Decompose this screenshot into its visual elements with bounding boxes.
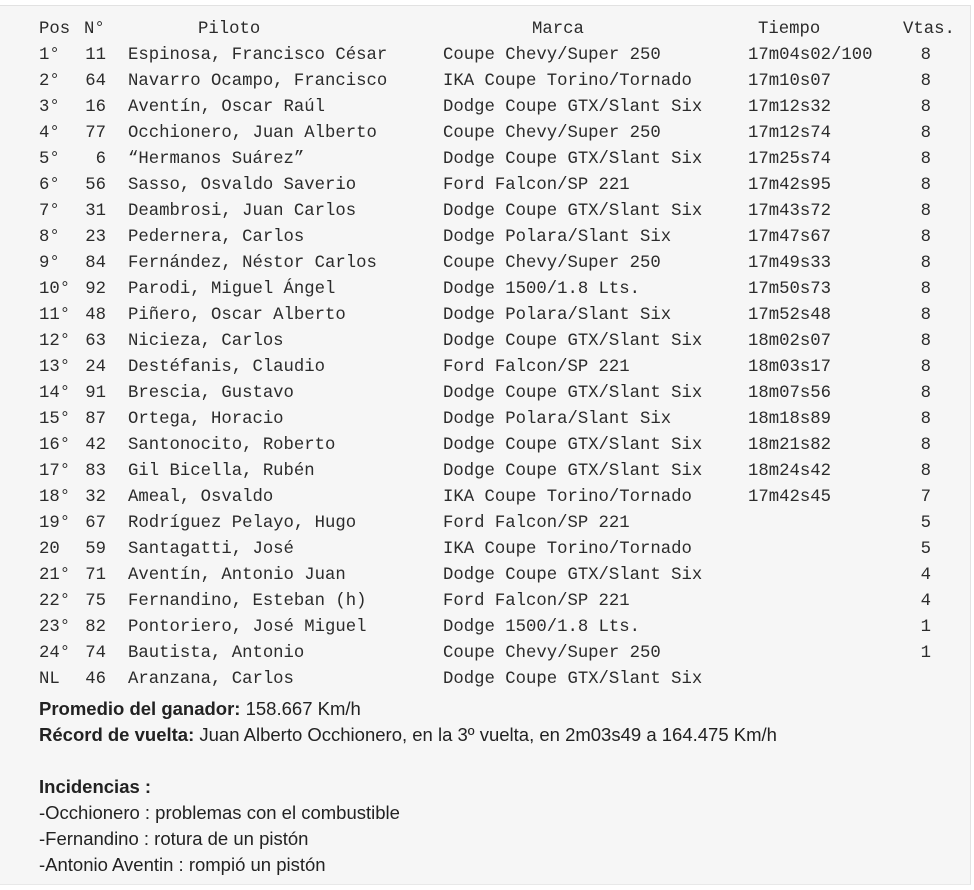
table-body	[0, 43, 931, 693]
cell-pilot: Bautista, Antonio	[128, 644, 305, 663]
cell-laps: 8	[920, 280, 931, 299]
cell-num: 42	[85, 436, 106, 455]
cell-pilot: Deambrosi, Juan Carlos	[128, 202, 357, 221]
lap-record-label: Récord de vuelta:	[39, 724, 195, 745]
cell-pilot: Rodríguez Pelayo, Hugo	[128, 514, 357, 533]
cell-laps: 8	[920, 202, 931, 221]
cell-marca: IKA Coupe Torino/Tornado	[443, 72, 692, 91]
cell-pilot: Piñero, Oscar Alberto	[128, 306, 346, 325]
cell-pilot: “Hermanos Suárez”	[128, 150, 305, 169]
cell-pos: 2°	[39, 72, 60, 91]
cell-num: 63	[85, 332, 106, 351]
cell-laps: 7	[920, 488, 931, 507]
cell-time: 18m02s07	[748, 332, 831, 351]
header-num: N°	[84, 20, 105, 39]
cell-pos: 16°	[39, 436, 71, 455]
cell-pos: 24°	[39, 644, 71, 663]
incidents-title	[39, 774, 777, 800]
table-row	[0, 43, 931, 69]
cell-laps: 8	[920, 176, 931, 195]
table-row	[0, 69, 931, 95]
table-row	[0, 381, 931, 407]
cell-time: 17m12s74	[748, 124, 831, 143]
cell-pos: 9°	[39, 254, 60, 273]
cell-marca: Ford Falcon/SP 221	[443, 358, 630, 377]
cell-laps: 4	[920, 566, 931, 585]
cell-num: 84	[85, 254, 106, 273]
cell-marca: IKA Coupe Torino/Tornado	[443, 488, 692, 507]
cell-num: 16	[85, 98, 106, 117]
incident-item: -Occhionero : problemas con el combustible	[39, 802, 400, 823]
cell-marca: Dodge Coupe GTX/Slant Six	[443, 150, 703, 169]
cell-marca: Coupe Chevy/Super 250	[443, 124, 661, 143]
table-row	[0, 615, 931, 641]
cell-laps: 8	[920, 254, 931, 273]
results-panel	[0, 5, 971, 885]
cell-marca: Dodge Coupe GTX/Slant Six	[443, 670, 703, 689]
cell-time: 17m25s74	[748, 150, 831, 169]
cell-pilot: Gil Bicella, Rubén	[128, 462, 315, 481]
cell-num: 32	[85, 488, 106, 507]
cell-laps: 8	[920, 228, 931, 247]
cell-time: 17m10s07	[748, 72, 831, 91]
table-row	[0, 355, 931, 381]
header-pos: Pos	[39, 20, 71, 39]
cell-pilot: Aventín, Antonio Juan	[128, 566, 346, 585]
cell-num: 91	[85, 384, 106, 403]
cell-num: 56	[85, 176, 106, 195]
table-row	[0, 641, 931, 667]
table-row	[0, 303, 931, 329]
cell-pilot: Fernández, Néstor Carlos	[128, 254, 377, 273]
cell-time: 17m43s72	[748, 202, 831, 221]
cell-laps: 8	[920, 124, 931, 143]
cell-num: 75	[85, 592, 106, 611]
cell-laps: 4	[920, 592, 931, 611]
cell-pos: 4°	[39, 124, 60, 143]
cell-pos: 12°	[39, 332, 71, 351]
cell-pilot: Santagatti, José	[128, 540, 294, 559]
cell-pilot: Sasso, Osvaldo Saverio	[128, 176, 357, 195]
incident-item: -Fernandino : rotura de un pistón	[39, 828, 309, 849]
table-row	[0, 589, 931, 615]
cell-pos: 22°	[39, 592, 71, 611]
table-row	[0, 485, 931, 511]
cell-time: 18m24s42	[748, 462, 831, 481]
cell-marca: Dodge Polara/Slant Six	[443, 410, 672, 429]
cell-marca: Dodge Coupe GTX/Slant Six	[443, 384, 703, 403]
cell-marca: Dodge Coupe GTX/Slant Six	[443, 436, 703, 455]
cell-laps: 8	[920, 332, 931, 351]
cell-marca: Dodge 1500/1.8 Lts.	[443, 280, 641, 299]
table-row	[0, 329, 931, 355]
cell-laps: 1	[920, 644, 931, 663]
cell-pilot: Ameal, Osvaldo	[128, 488, 274, 507]
cell-num: 67	[85, 514, 106, 533]
cell-marca: Dodge Coupe GTX/Slant Six	[443, 332, 703, 351]
cell-pilot: Espinosa, Francisco César	[128, 46, 388, 65]
winner-average-value: 158.667 Km/h	[240, 698, 361, 719]
cell-pos: 6°	[39, 176, 60, 195]
cell-pos: 1°	[39, 46, 60, 65]
cell-laps: 8	[920, 436, 931, 455]
cell-time: 18m03s17	[748, 358, 831, 377]
cell-pos: 5°	[39, 150, 60, 169]
table-row	[0, 199, 931, 225]
cell-pos: 23°	[39, 618, 71, 637]
winner-average	[39, 696, 777, 722]
cell-time: 18m21s82	[748, 436, 831, 455]
cell-time: 17m47s67	[748, 228, 831, 247]
cell-marca: Coupe Chevy/Super 250	[443, 46, 661, 65]
cell-pos: NL	[39, 670, 60, 689]
cell-pos: 14°	[39, 384, 71, 403]
cell-laps: 8	[920, 72, 931, 91]
header-marca: Marca	[532, 20, 584, 39]
table-header	[0, 17, 955, 43]
cell-laps: 8	[920, 150, 931, 169]
cell-marca: Ford Falcon/SP 221	[443, 176, 630, 195]
cell-pilot: Fernandino, Esteban (h)	[128, 592, 367, 611]
cell-num: 23	[85, 228, 106, 247]
cell-laps: 8	[920, 462, 931, 481]
cell-pilot: Ortega, Horacio	[128, 410, 284, 429]
cell-laps: 8	[920, 46, 931, 65]
cell-marca: Ford Falcon/SP 221	[443, 514, 630, 533]
cell-num: 74	[85, 644, 106, 663]
cell-pos: 21°	[39, 566, 71, 585]
cell-pilot: Aranzana, Carlos	[128, 670, 294, 689]
cell-time: 17m42s95	[748, 176, 831, 195]
table-row	[0, 407, 931, 433]
cell-laps: 8	[920, 98, 931, 117]
lap-record	[39, 722, 777, 748]
cell-num: 92	[85, 280, 106, 299]
results-table	[0, 17, 955, 693]
cell-num: 24	[85, 358, 106, 377]
cell-pilot: Occhionero, Juan Alberto	[128, 124, 377, 143]
cell-laps: 8	[920, 384, 931, 403]
cell-num: 87	[85, 410, 106, 429]
cell-time: 18m07s56	[748, 384, 831, 403]
cell-num: 59	[85, 540, 106, 559]
cell-num: 71	[85, 566, 106, 585]
cell-marca: Dodge Coupe GTX/Slant Six	[443, 462, 703, 481]
cell-pilot: Destéfanis, Claudio	[128, 358, 326, 377]
table-row	[0, 251, 931, 277]
cell-time: 17m12s32	[748, 98, 831, 117]
cell-pilot: Pedernera, Carlos	[128, 228, 305, 247]
cell-time: 17m04s02/100	[748, 46, 873, 65]
table-row	[0, 459, 931, 485]
table-row	[0, 225, 931, 251]
cell-num: 6	[95, 150, 106, 169]
table-row	[0, 147, 931, 173]
table-row	[0, 433, 931, 459]
cell-pos: 17°	[39, 462, 71, 481]
table-row	[0, 667, 703, 693]
cell-time: 18m18s89	[748, 410, 831, 429]
cell-pos: 11°	[39, 306, 71, 325]
incidents-title-text: Incidencias :	[39, 776, 152, 797]
cell-marca: Coupe Chevy/Super 250	[443, 254, 661, 273]
lap-record-value: Juan Alberto Occhionero, en la 3º vuelta, en 2m03s49 a 164.475 Km/h	[194, 724, 777, 745]
cell-laps: 8	[920, 358, 931, 377]
cell-pilot: Aventín, Oscar Raúl	[128, 98, 326, 117]
cell-num: 64	[85, 72, 106, 91]
header-pilot: Piloto	[198, 20, 261, 39]
cell-laps: 8	[920, 306, 931, 325]
cell-laps: 8	[920, 410, 931, 429]
winner-average-label: Promedio del ganador:	[39, 698, 241, 719]
cell-pilot: Pontoriero, José Miguel	[128, 618, 367, 637]
cell-num: 46	[85, 670, 106, 689]
cell-laps: 5	[920, 540, 931, 559]
cell-pos: 10°	[39, 280, 71, 299]
cell-num: 82	[85, 618, 106, 637]
cell-marca: IKA Coupe Torino/Tornado	[443, 540, 692, 559]
cell-marca: Ford Falcon/SP 221	[443, 592, 630, 611]
cell-pos: 13°	[39, 358, 71, 377]
cell-pilot: Parodi, Miguel Ángel	[128, 280, 336, 299]
cell-pilot: Brescia, Gustavo	[128, 384, 294, 403]
cell-marca: Dodge Polara/Slant Six	[443, 228, 672, 247]
cell-pos: 18°	[39, 488, 71, 507]
cell-laps: 5	[920, 514, 931, 533]
cell-time: 17m49s33	[748, 254, 831, 273]
table-row	[0, 277, 931, 303]
cell-pilot: Santonocito, Roberto	[128, 436, 336, 455]
cell-time: 17m42s45	[748, 488, 831, 507]
spacer	[39, 748, 777, 774]
table-row	[0, 95, 931, 121]
table-row	[0, 563, 931, 589]
cell-pos: 8°	[39, 228, 60, 247]
cell-pilot: Navarro Ocampo, Francisco	[128, 72, 388, 91]
cell-num: 11	[85, 46, 106, 65]
header-laps: Vtas.	[903, 20, 955, 39]
race-notes	[39, 696, 777, 878]
incident-item: -Antonio Aventin : rompió un pistón	[39, 854, 326, 875]
cell-marca: Dodge Coupe GTX/Slant Six	[443, 202, 703, 221]
cell-pos: 15°	[39, 410, 71, 429]
cell-num: 31	[85, 202, 106, 221]
cell-marca: Dodge 1500/1.8 Lts.	[443, 618, 641, 637]
table-row	[0, 173, 931, 199]
cell-laps: 1	[920, 618, 931, 637]
cell-marca: Dodge Polara/Slant Six	[443, 306, 672, 325]
cell-pilot: Nicieza, Carlos	[128, 332, 284, 351]
table-row	[0, 121, 931, 147]
cell-num: 48	[85, 306, 106, 325]
cell-marca: Dodge Coupe GTX/Slant Six	[443, 98, 703, 117]
header-time: Tiempo	[758, 20, 821, 39]
cell-num: 77	[85, 124, 106, 143]
cell-time: 17m50s73	[748, 280, 831, 299]
cell-pos: 3°	[39, 98, 60, 117]
table-row	[0, 537, 931, 563]
cell-marca: Dodge Coupe GTX/Slant Six	[443, 566, 703, 585]
cell-pos: 19°	[39, 514, 71, 533]
cell-num: 83	[85, 462, 106, 481]
cell-time: 17m52s48	[748, 306, 831, 325]
cell-marca: Coupe Chevy/Super 250	[443, 644, 661, 663]
cell-pos: 7°	[39, 202, 60, 221]
table-row	[0, 511, 931, 537]
cell-pos: 20	[39, 540, 60, 559]
